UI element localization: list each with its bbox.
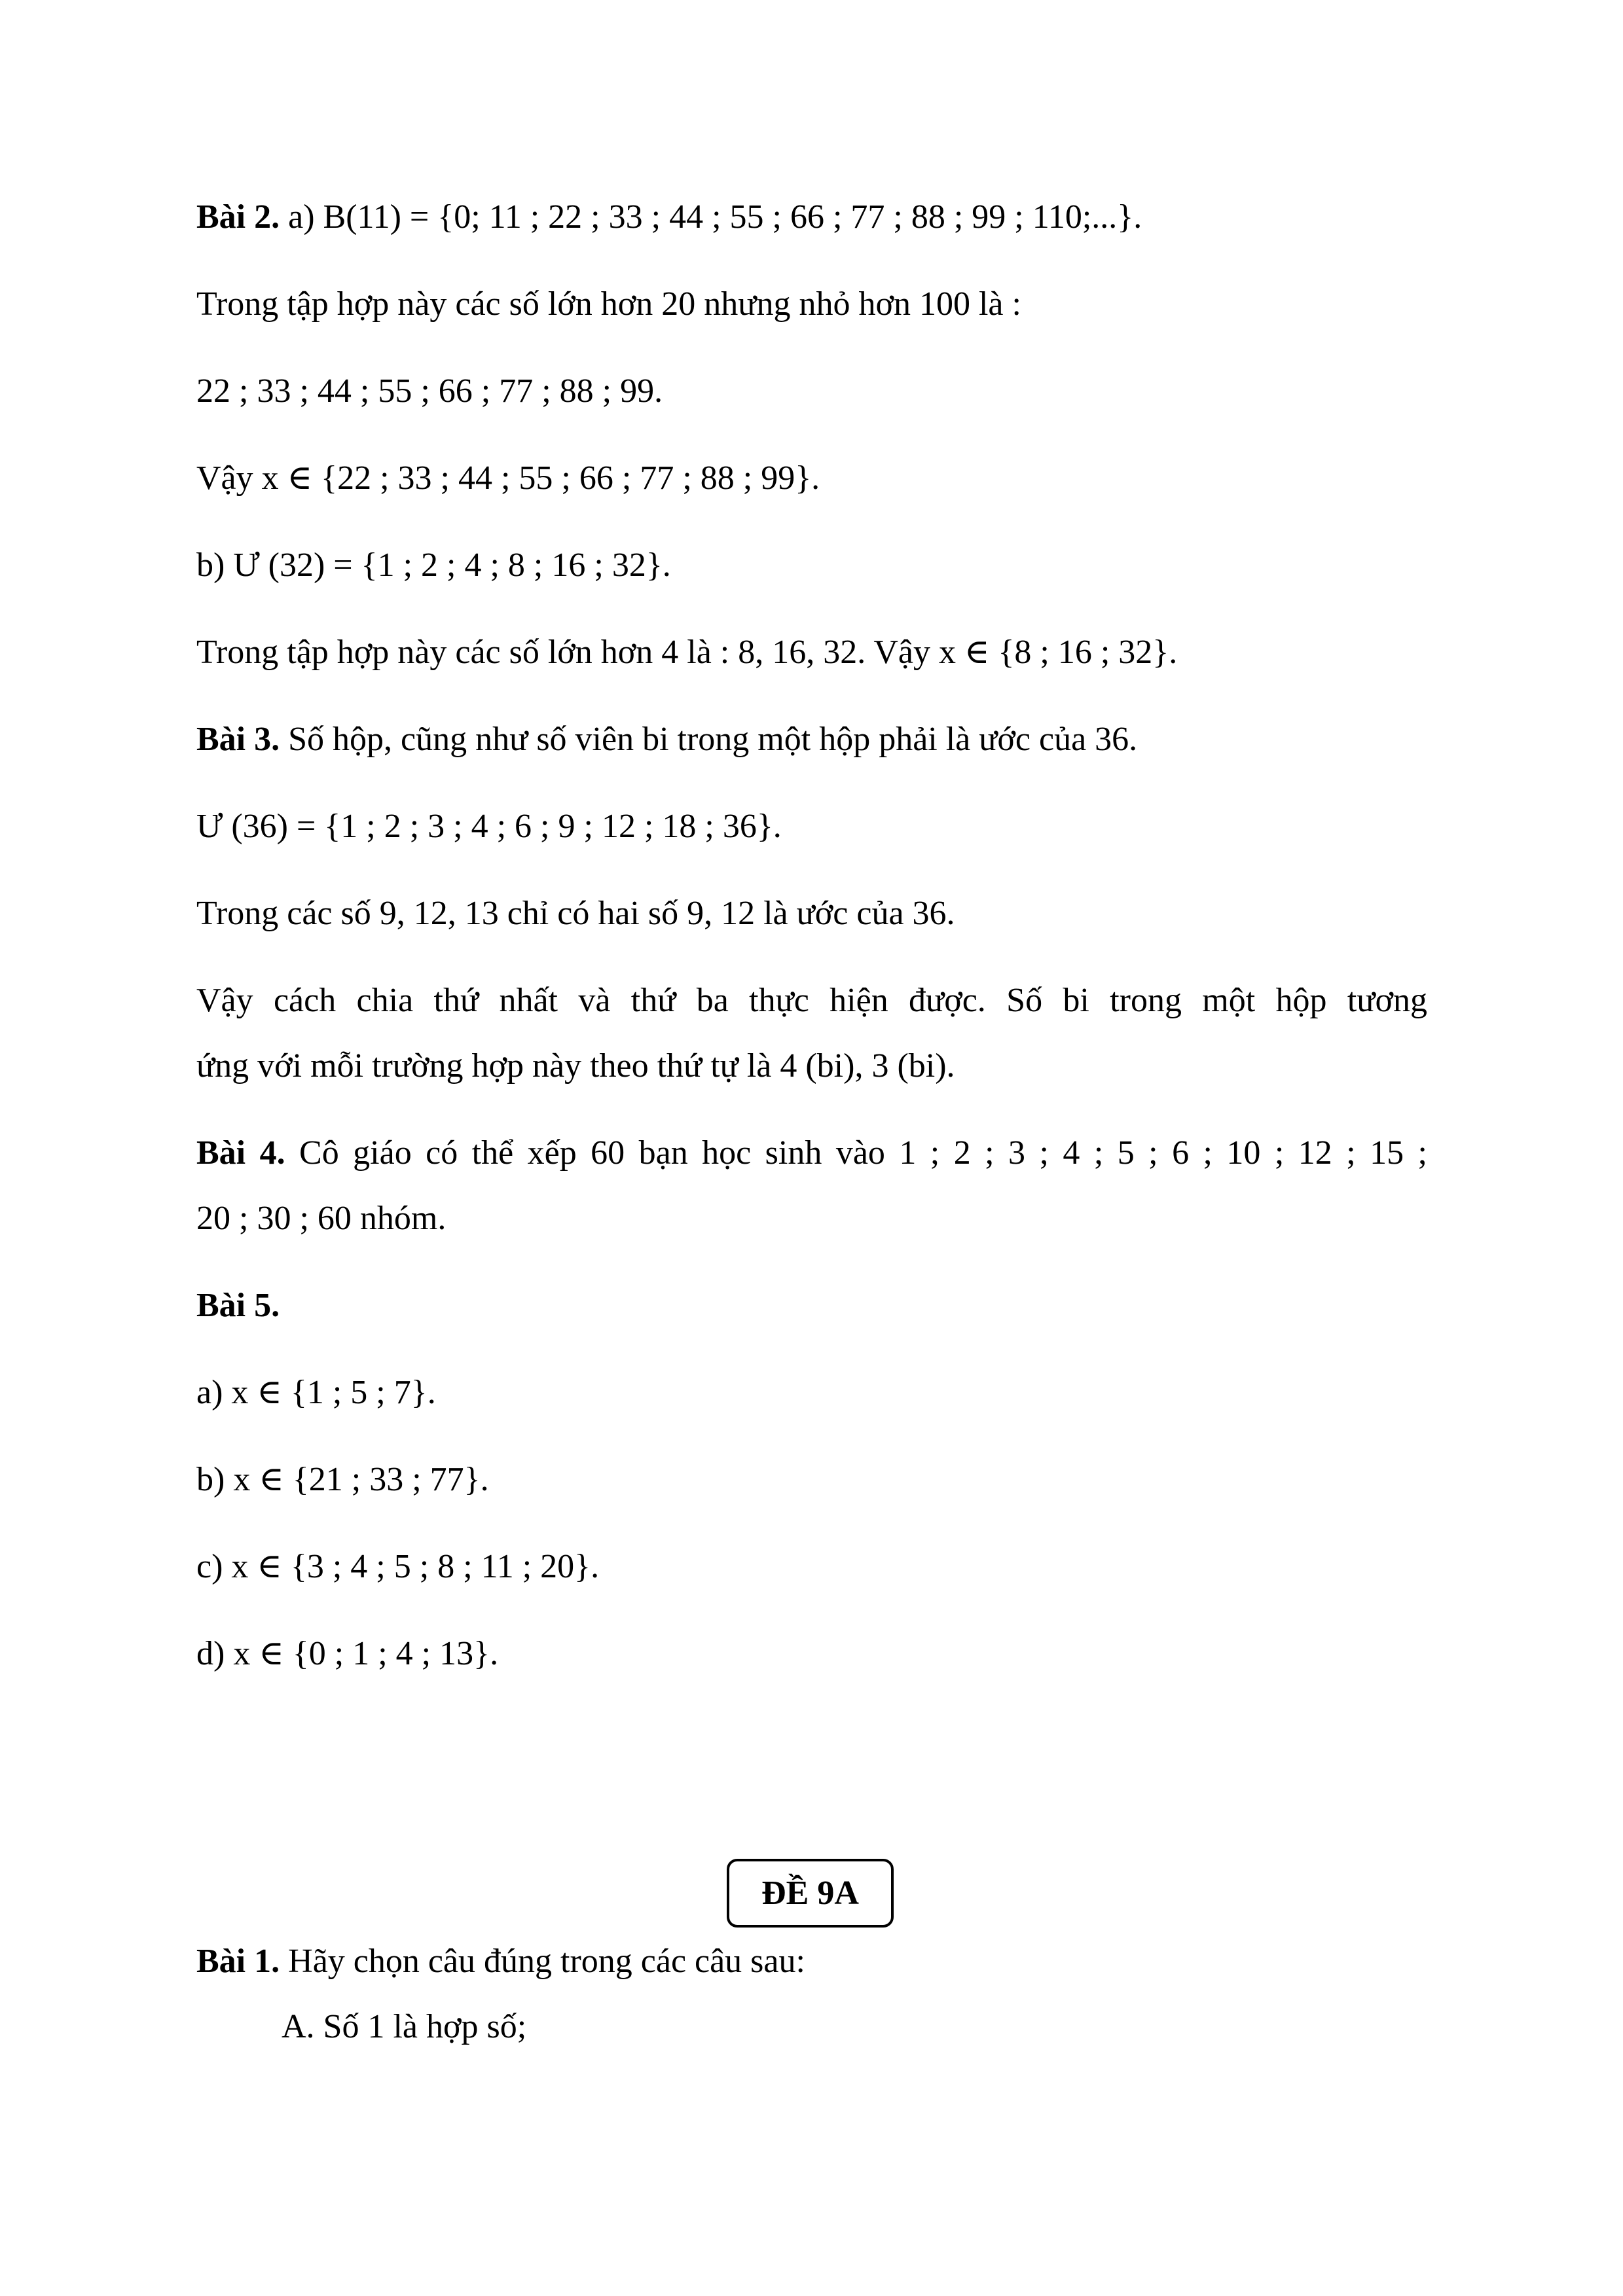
bai5-heading: [196, 1285, 280, 1327]
bai2-line-b: b) Ư (32) = {1 ; 2 ; 4 ; 8 ; 16 ; 32}.: [196, 547, 671, 584]
bai4-text-1: Cô giáo có thể xếp 60 bạn học sinh vào 1 ; 2 ; 3 ; 4 ; 5 ; 6 ; 10 ; 12 ; 15 ;: [285, 1134, 1427, 1172]
bai2-line-2: 22 ; 33 ; 44 ; 55 ; 66 ; 77 ; 88 ; 99.: [196, 372, 663, 410]
bai5-label: Bài 5.: [196, 1287, 280, 1324]
bai3-label: Bài 3.: [196, 721, 280, 758]
bai4-line-1: [196, 1132, 1427, 1174]
bai2-line-3: Vậy x ∈ {22 ; 33 ; 44 ; 55 ; 66 ; 77 ; 88 ; 99}.: [196, 459, 820, 497]
de9a-heading: ĐỀ 9A: [761, 1874, 859, 1912]
bai3-line-2: Ư (36) = {1 ; 2 ; 3 ; 4 ; 6 ; 9 ; 12 ; 18 ; 36}.: [196, 808, 782, 845]
bai5-item-c: c) x ∈ {3 ; 4 ; 5 ; 8 ; 11 ; 20}.: [196, 1548, 600, 1585]
de9a-heading-box: [727, 1859, 894, 1928]
bai3-line-1: [196, 719, 1137, 761]
bai5-item-b: b) x ∈ {21 ; 33 ; 77}.: [196, 1461, 489, 1498]
bai4-label: Bài 4.: [196, 1134, 285, 1172]
bai2-line-4: Trong tập hợp này các số lớn hơn 4 là : 8, 16, 32. Vậy x ∈ {8 ; 16 ; 32}.: [196, 634, 1178, 671]
bai2-label: Bài 2.: [196, 198, 280, 236]
bai2-line-a: [196, 196, 1142, 238]
bai3-text-1: Số hộp, cũng như số viên bi trong một hộp phải là ước của 36.: [280, 721, 1138, 758]
bai4-line-2: 20 ; 30 ; 60 nhóm.: [196, 1200, 447, 1237]
bai3-line-4: Vậy cách chia thứ nhất và thứ ba thực hiện được. Số bi trong một hộp tương: [196, 982, 1427, 1019]
de9a-bai1-line: [196, 1941, 805, 1982]
bai5-item-a: a) x ∈ {1 ; 5 ; 7}.: [196, 1374, 436, 1411]
bai3-line-5: ứng với mỗi trường hợp này theo thứ tự là 4 (bi), 3 (bi).: [196, 1047, 955, 1085]
bai3-line-3: Trong các số 9, 12, 13 chỉ có hai số 9, 12 là ước của 36.: [196, 895, 955, 932]
de9a-bai1-text: Hãy chọn câu đúng trong các câu sau:: [280, 1943, 805, 1980]
bai5-item-d: d) x ∈ {0 ; 1 ; 4 ; 13}.: [196, 1635, 499, 1672]
de9a-bai1-label: Bài 1.: [196, 1943, 280, 1980]
bai2-a-text: a) B(11) = {0; 11 ; 22 ; 33 ; 44 ; 55 ; 66 ; 77 ; 88 ; 99 ; 110;...}.: [280, 198, 1142, 236]
de9a-option-a: A. Số 1 là hợp số;: [282, 2008, 527, 2045]
bai2-line-1: Trong tập hợp này các số lớn hơn 20 nhưng nhỏ hơn 100 là :: [196, 285, 1021, 323]
